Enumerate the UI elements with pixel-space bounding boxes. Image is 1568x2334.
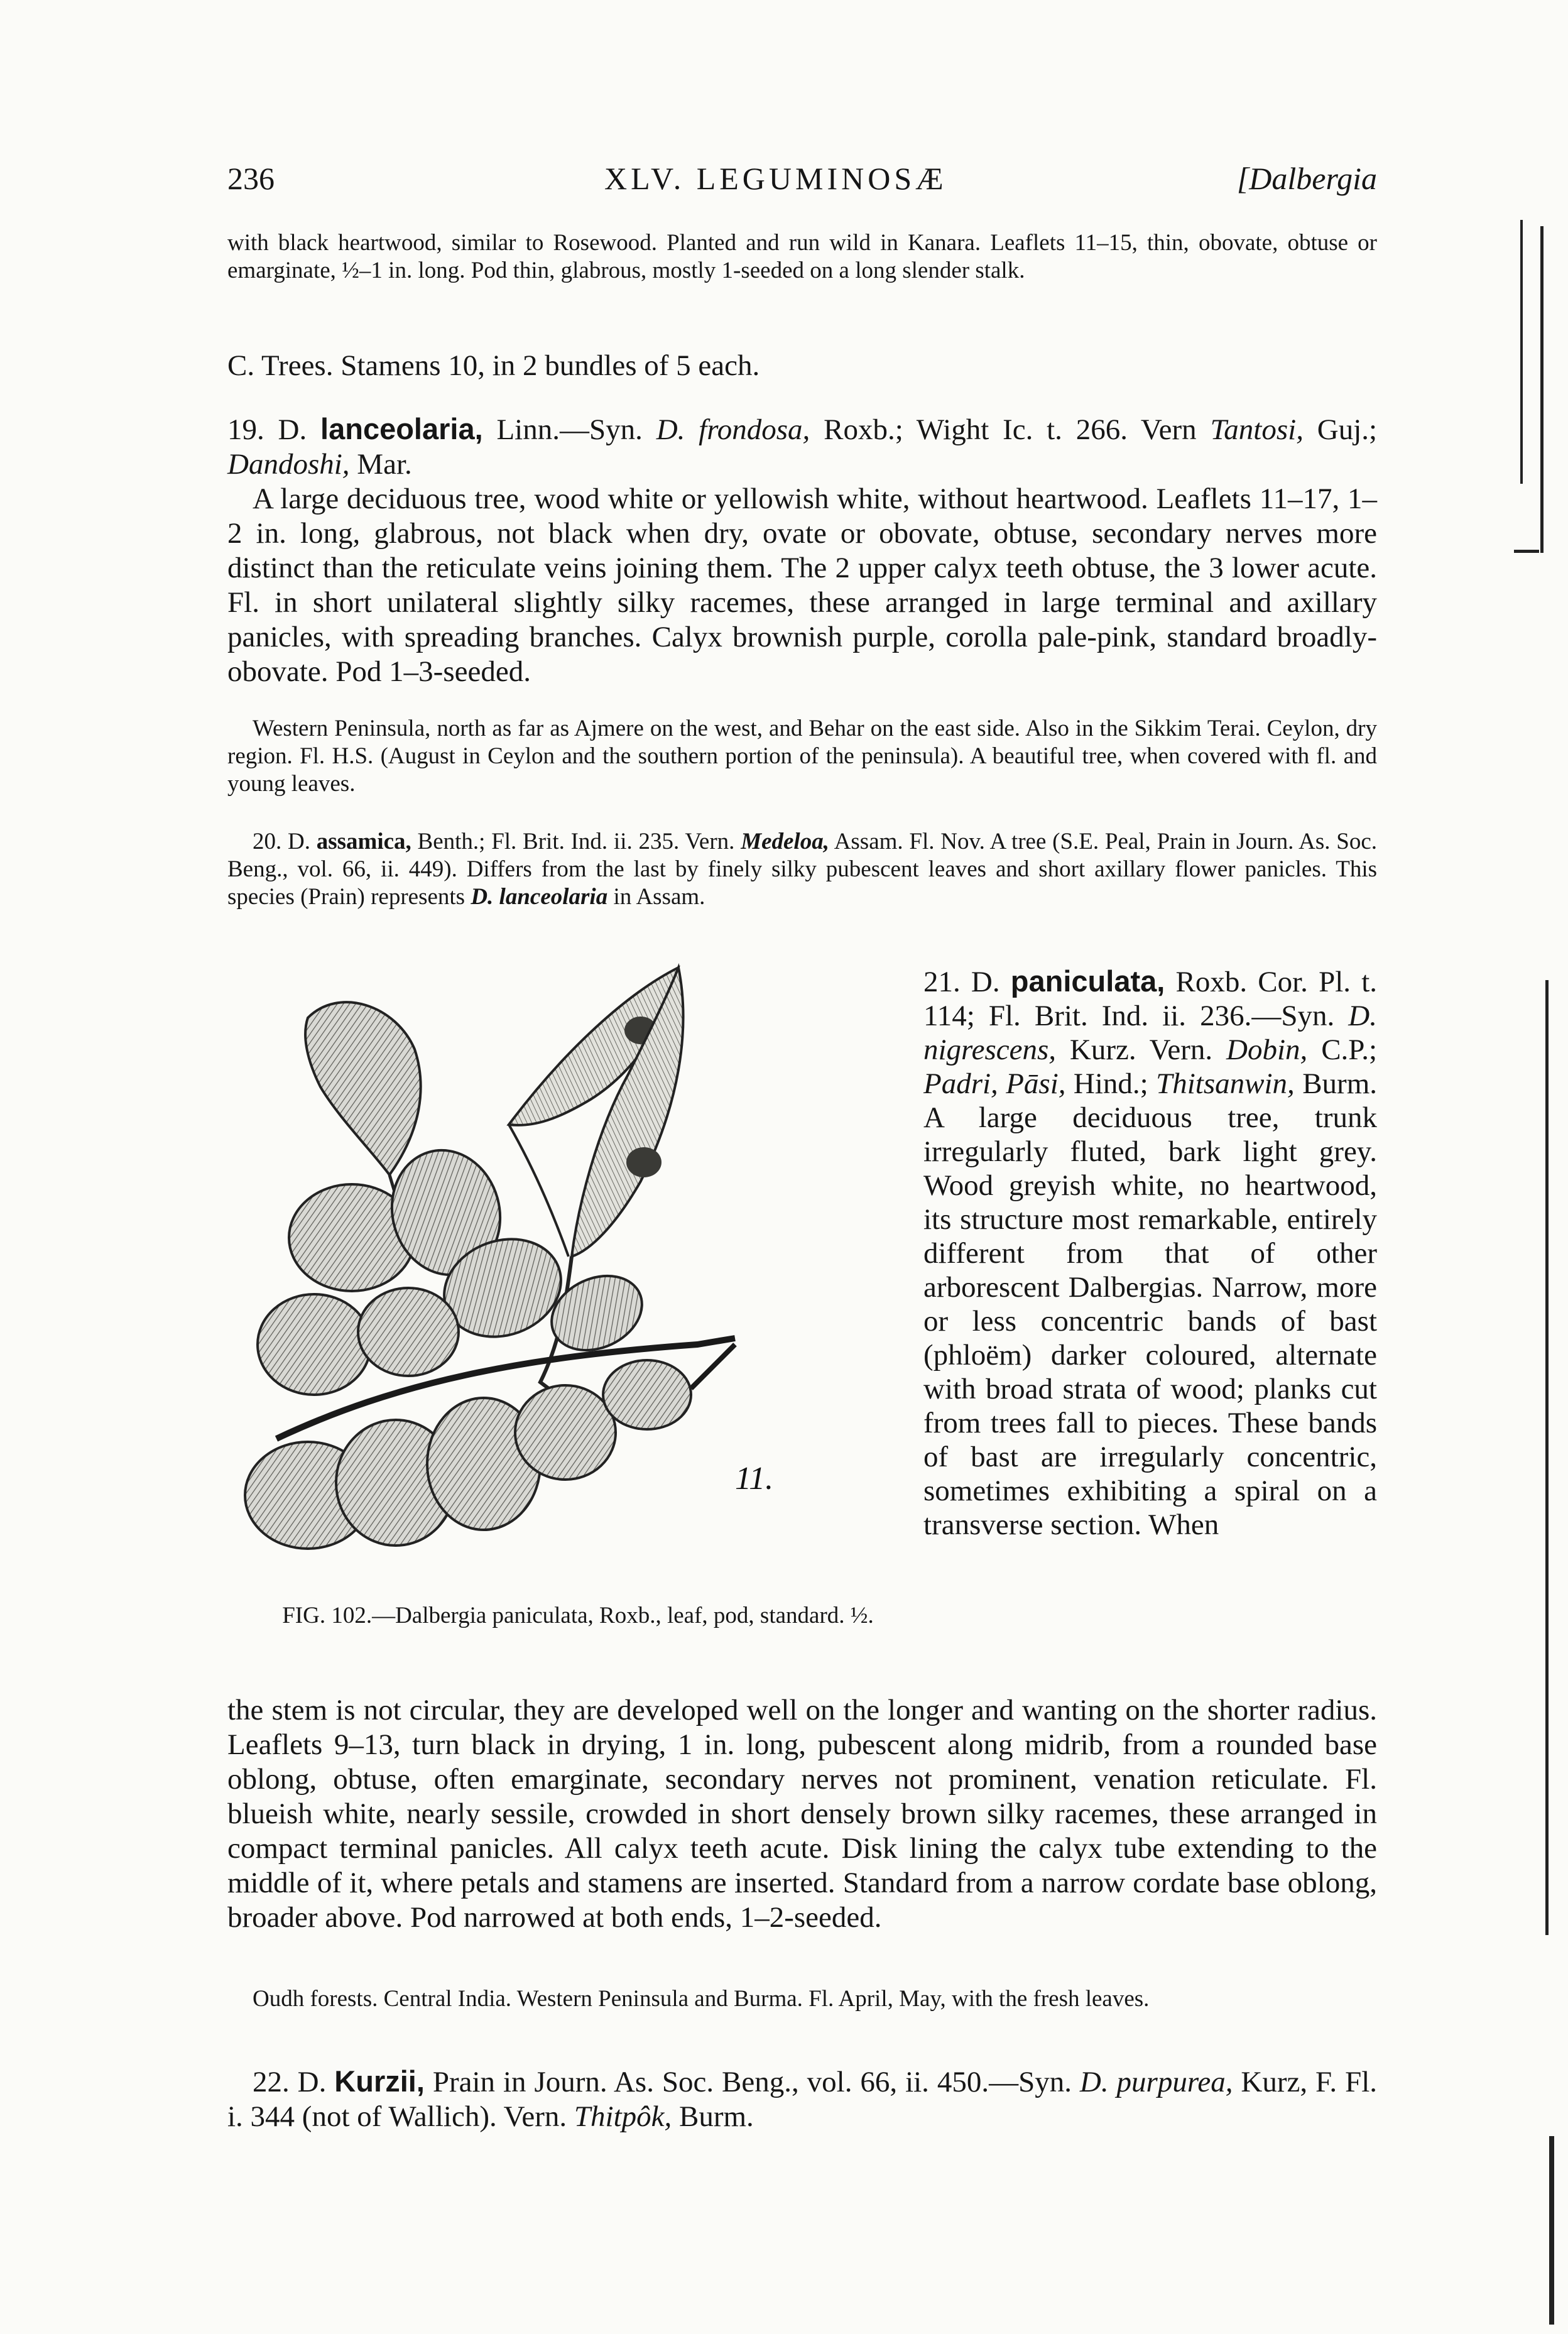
species-19-description: A large deciduous tree, wood white or yellowish white, without heartwood. Leaflets 11–17, 1–2 in. long, glabrous, not black when dry, ovate or obovate, obtuse, secondary nerves more distinct than the reticulate veins joining them. The 2 upper calyx teeth obtuse, the 3 lower acute. Fl. in short unilateral slightly silky racemes, these arranged in large terminal and axillary panicles, with spreading branches. Calyx brownish purple, corolla pale-pink, standard broadly-obovate. Pod 1–3-seeded.: [227, 483, 1377, 688]
species-21-continuation: the stem is not circular, they are developed well on the longer and wanting on the shorter radius. Leaflets 9–13, turn black in drying, 1 in. long, pubescent along midrib, from a rounded base oblong, obtuse, often emarginate, secondary nerves not prominent, venation reticulate. Fl. blueish white, nearly sessile, crowded in short densely brown silky racemes, these arranged in compact terminal panicles. All calyx teeth acute. Disk lining the calyx tube extending to the middle of it, where petals and stamens are inserted. Standard from a narrow cordate base oblong, broader above. Pod narrowed at both ends, 1–2-seeded.: [227, 1694, 1377, 1934]
section-c-heading: [227, 349, 1377, 383]
section-c-text: C. Trees. Stamens 10, in 2 bundles of 5 each.: [227, 349, 760, 382]
species-19-name: lanceolaria,: [320, 412, 483, 445]
species-21-distribution: Oudh forests. Central India. Western Peninsula and Burma. Fl. April, May, with the fresh leaves.: [253, 1986, 1150, 2012]
intro-paragraph: [227, 229, 1377, 285]
running-genus: [Dalbergia: [1236, 161, 1377, 196]
species-20-entry: 20. D. assamica, Benth.; Fl. Brit. Ind. ii. 235. Vern. Medeloa, Assam. Fl. Nov. A tree (S.E. Peal, Prain in Journ. As. Soc. Beng., vol. 66, ii. 449). Differs from the last by finely silky pubescent leaves and short axillary flower panicles. This species (Prain) represents D. lanceolaria in Assam.: [227, 829, 1377, 910]
species-20-name: assamica,: [316, 829, 411, 854]
scan-edge-mark: [1520, 220, 1523, 484]
scan-edge-mark: [1545, 980, 1549, 1935]
running-header: [227, 160, 1377, 204]
scan-edge-mark: [1549, 2136, 1554, 2325]
figure-label: 11.: [735, 1461, 774, 1497]
figure-caption: FIG. 102.—Dalbergia paniculata, Roxb., leaf, pod, standard. ½.: [282, 1603, 874, 1628]
species-19-entry: [227, 412, 1377, 689]
species-21-name: paniculata,: [1010, 964, 1165, 998]
page-number: 236: [227, 161, 275, 196]
dalbergia-illustration: [239, 942, 905, 1577]
scan-edge-mark: [1514, 550, 1539, 553]
species-19-heading: 19. D. lanceolaria, Linn.—Syn. D. frondosa, Roxb.; Wight Ic. t. 266. Vern Tantosi, Guj.; Dandoshi, Mar.: [227, 412, 1378, 481]
scan-edge-mark: [1540, 226, 1544, 553]
species-19-distribution: Western Peninsula, north as far as Ajmere on the west, and Behar on the east side. Also in the Sikkim Terai. Ceylon, dry region. Fl. H.S. (August in Ceylon and the southern portion of the peninsula). A beautiful tree, when covered with fl. and young leaves.: [227, 716, 1377, 797]
species-22-name: Kurzii,: [334, 2064, 425, 2098]
species-22-entry: 22. D. Kurzii, Prain in Journ. As. Soc. Beng., vol. 66, ii. 450.—Syn. D. purpurea, Kurz, F. Fl. i. 344 (not of Wallich). Vern. Thitpôk, Burm.: [227, 2064, 1378, 2133]
species-21-column: 21. D. paniculata, Roxb. Cor. Pl. t. 114; Fl. Brit. Ind. ii. 236.—Syn. D. nigrescens, Kurz. Vern. Dobin, C.P.; Padri, Pāsi, Hind.; Thitsanwin, Burm. A large deciduous tree, trunk irregularly fluted, bark light grey. Wood greyish white, no heartwood, its structure most remarkable, entirely different from that of other arborescent Dalbergias. Narrow, more or less concentric bands of bast (phloëm) darker coloured, alternate with broad strata of wood; planks cut from trees fall to pieces. These bands of bast are irregularly concentric, sometimes exhibiting a spiral on a transverse section. When: [923, 964, 1378, 1541]
family-title: XLV. LEGUMINOSÆ: [604, 161, 947, 196]
intro-text: with black heartwood, similar to Rosewood. Planted and run wild in Kanara. Leaflets 11–15, thin, obovate, obtuse or emarginate, ½–1 in. long. Pod thin, glabrous, mostly 1-seeded on a long slender stalk.: [227, 230, 1377, 283]
